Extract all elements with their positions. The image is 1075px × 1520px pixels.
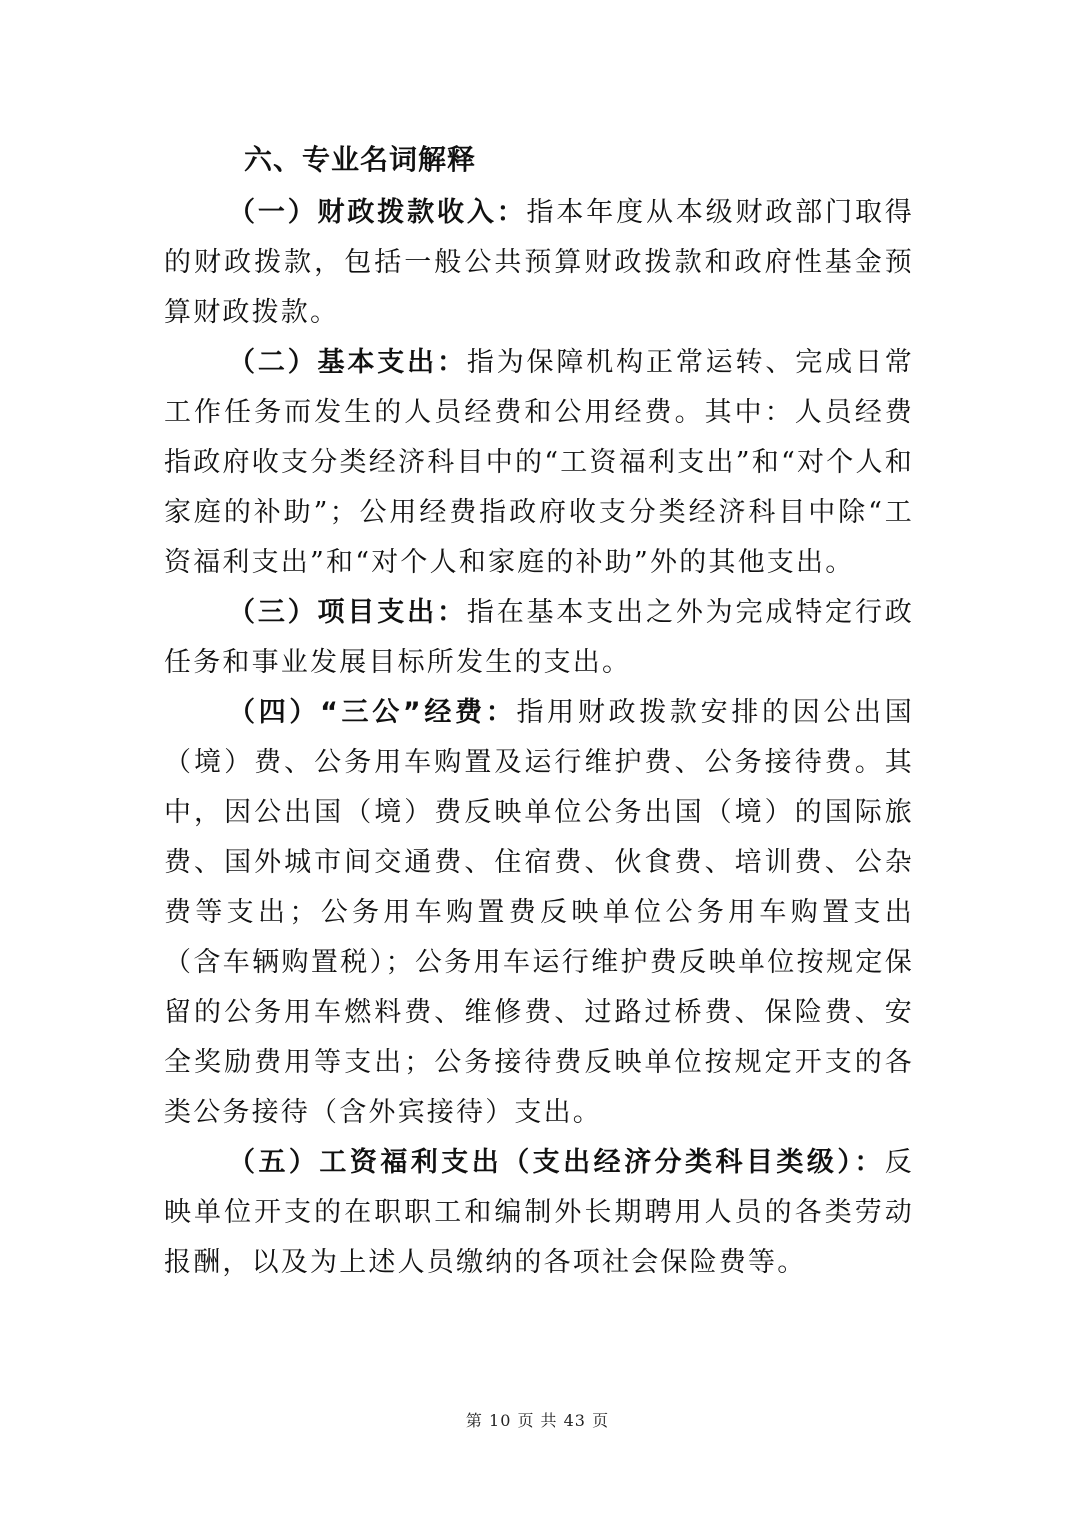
page-number-footer: 第 10 页 共 43 页 xyxy=(465,1411,610,1430)
section-heading: 六、专业名词解释 xyxy=(244,143,477,176)
definition-term-4: （四）“三公”经费： xyxy=(228,697,517,728)
definition-paragraph-1 xyxy=(164,188,914,338)
definition-paragraph-2 xyxy=(164,338,914,588)
definition-paragraph-4 xyxy=(164,688,914,1138)
definition-term-1: （一）财政拨款收入： xyxy=(228,197,527,228)
definition-body-3: 指在基本支出之外为完成特定行政任务和事业发展目标所发生的支出。 xyxy=(164,597,915,678)
definition-body-5: 反映单位开支的在职职工和编制外长期聘用人员的各类劳动报酬，以及为上述人员缴纳的各项社会保险费等。 xyxy=(164,1147,914,1278)
definition-term-3: （三）项目支出： xyxy=(228,597,467,628)
definition-paragraph-3 xyxy=(164,588,914,688)
definition-body-4: 指用财政拨款安排的因公出国（境）费、公务用车购置及运行维护费、公务接待费。其中，因公出国（境）费反映单位公务出国（境）的国际旅费、国外城市间交通费、住宿费、伙食费、培训费、公杂费等支出；公务用车购置费反映单位公务用车购置支出（含车辆购置税）；公务用车运行维护费反映单位按规定保留的公务用车燃料费、维修费、过路过桥费、保险费、安全奖励费用等支出；公务接待费反映单位按规定开支的各类公务接待（含外宾接待）支出。 xyxy=(164,697,914,1128)
definition-term-5: （五）工资福利支出（支出经济分类科目类级）： xyxy=(228,1147,885,1178)
definition-body-2: 指为保障机构正常运转、完成日常工作任务而发生的人员经费和公用经费。其中：人员经费指政府收支分类经济科目中的“工资福利支出”和“对个人和家庭的补助”；公用经费指政府收支分类经济科目中除“工资福利支出”和“对个人和家庭的补助”外的其他支出。 xyxy=(164,347,915,578)
definition-term-2: （二）基本支出： xyxy=(228,347,467,378)
definition-body-1: 指本年度从本级财政部门取得的财政拨款，包括一般公共预算财政拨款和政府性基金预算财政拨款。 xyxy=(164,197,914,328)
definition-paragraph-5 xyxy=(164,1138,914,1288)
document-body xyxy=(164,138,914,1288)
